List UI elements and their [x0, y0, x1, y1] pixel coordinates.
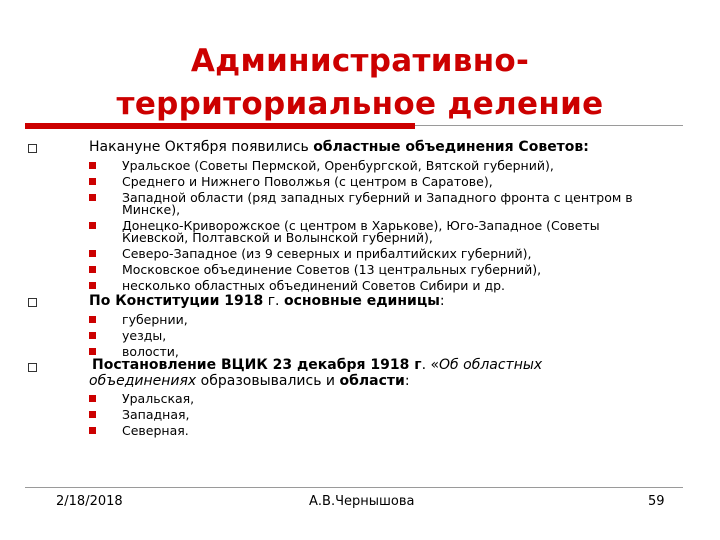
lead-text: . « [421, 357, 440, 373]
red-square-bullet-icon [89, 162, 96, 169]
bullet-level1-text [89, 139, 589, 155]
lead-bold-text: По Конституции 1918 [89, 293, 264, 309]
title-line-1: Административно- [190, 43, 530, 79]
slide-title [60, 40, 660, 126]
bullet-level1-text [92, 357, 542, 373]
red-square-bullet-icon [89, 194, 96, 201]
list-item: Северо-Западное (из 9 северных и прибалтийских губерний), [122, 246, 532, 261]
red-square-bullet-icon [89, 427, 96, 434]
footer-date: 2/18/2018 [56, 494, 123, 509]
list-item-continuation: Киевской, Полтавской и Волынской губерний), [122, 230, 433, 245]
red-square-bullet-icon [89, 266, 96, 273]
hollow-square-bullet-icon [28, 363, 37, 372]
lead-text: : [404, 373, 410, 389]
list-item: Уральское (Советы Пермской, Оренбургской, Вятской губерний), [122, 158, 554, 173]
footer-author: А.В.Чернышова [309, 494, 415, 509]
hollow-square-bullet-icon [28, 144, 37, 153]
bullet-level1-text [89, 293, 445, 309]
lead-italic-text: объединениях [89, 373, 197, 389]
list-item: волости, [122, 344, 179, 359]
red-square-bullet-icon [89, 395, 96, 402]
red-square-bullet-icon [89, 222, 96, 229]
list-item: несколько областных объединений Советов Сибири и др. [122, 278, 506, 293]
bullet-level1-text-continuation [89, 373, 410, 389]
list-item: Западная, [122, 407, 190, 422]
red-square-bullet-icon [89, 250, 96, 257]
lead-bold-text: основные единицы [283, 293, 440, 309]
list-item-continuation: Минске), [122, 202, 181, 217]
red-square-bullet-icon [89, 411, 96, 418]
lead-italic-text: Об областных [439, 357, 543, 373]
lead-text: Накануне Октября появились [89, 139, 314, 155]
list-item: Среднего и Нижнего Поволжья (с центром в Саратове), [122, 174, 493, 189]
red-square-bullet-icon [89, 178, 96, 185]
red-square-bullet-icon [89, 282, 96, 289]
hollow-square-bullet-icon [28, 298, 37, 307]
red-square-bullet-icon [89, 316, 96, 323]
list-item: Западной области (ряд западных губерний и Западного фронта с центром в [122, 190, 633, 205]
red-square-bullet-icon [89, 332, 96, 339]
lead-text: образовывались и [196, 373, 340, 389]
list-item: Уральская, [122, 391, 195, 406]
lead-text: г. [263, 293, 284, 309]
lead-bold-text: областные объединения Советов: [313, 139, 589, 155]
title-underline-red [25, 123, 415, 129]
list-item: уезды, [122, 328, 167, 343]
list-item: Северная. [122, 423, 189, 438]
lead-bold-text: области [339, 373, 405, 389]
footer-rule [25, 487, 683, 488]
title-underline-gray [415, 125, 683, 126]
title-line-2: территориальное деление [116, 86, 604, 122]
lead-bold-text: Постановление ВЦИК 23 декабря 1918 г [92, 357, 422, 373]
list-item: Донецко-Криворожское (с центром в Харькове), Юго-Западное (Советы [122, 218, 600, 233]
lead-text: : [439, 293, 445, 309]
red-square-bullet-icon [89, 348, 96, 355]
page-number: 59 [648, 494, 665, 509]
list-item: губернии, [122, 312, 188, 327]
list-item: Московское объединение Советов (13 центральных губерний), [122, 262, 542, 277]
